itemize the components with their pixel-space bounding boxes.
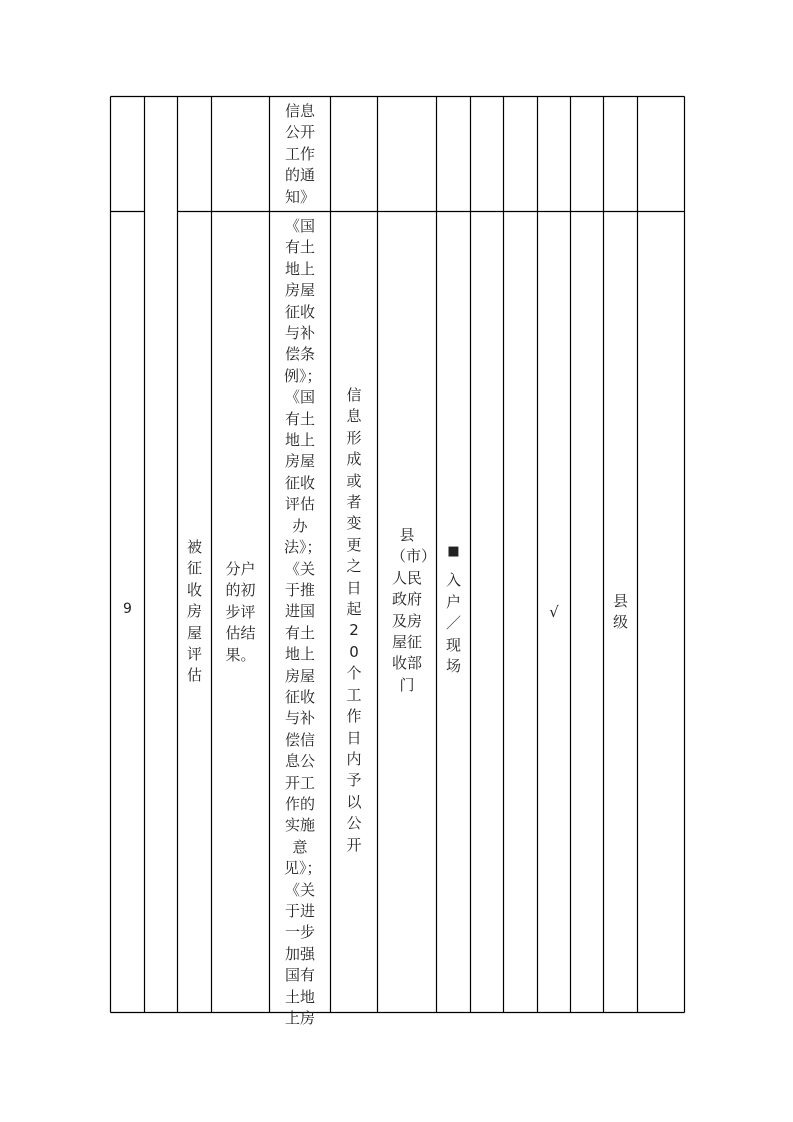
check-cell <box>538 602 570 623</box>
basis-text: 《国有土地上房屋征收与补偿条例》；《国有土地上房屋征收评估办法》；《关于推进国有土地上房屋征收与补偿信息公开工作的实施意见》；《关于进一步加强国有土地上房 <box>284 217 322 1028</box>
content-cell <box>212 559 269 666</box>
subject-cell <box>378 525 436 696</box>
item-cell <box>178 537 211 687</box>
basis-cell <box>270 216 330 1029</box>
level-cell <box>604 591 637 634</box>
basis-tail-text: 信息公开工作的通知》 <box>284 102 315 206</box>
item-name-text: 被征收房屋评估 <box>186 538 202 685</box>
time-limit-text: 信息形成或者变更之日起20个工作日内予以公开 <box>346 386 362 854</box>
row-number-cell <box>111 601 144 617</box>
level-text: 县级 <box>612 592 628 632</box>
top-row-basis-cell <box>270 101 330 208</box>
row-number: 9 <box>123 601 132 617</box>
time-limit-cell <box>331 385 377 856</box>
channel-cell <box>437 541 470 677</box>
channel-mark: ■ <box>447 544 460 559</box>
content-text: 分户的初步评估结果。 <box>225 560 256 664</box>
check-mark: √ <box>549 603 559 621</box>
subject-text: 县（市）人民政府及房屋征收部门 <box>391 526 437 694</box>
channel-text: 入户／现场 <box>445 571 461 676</box>
